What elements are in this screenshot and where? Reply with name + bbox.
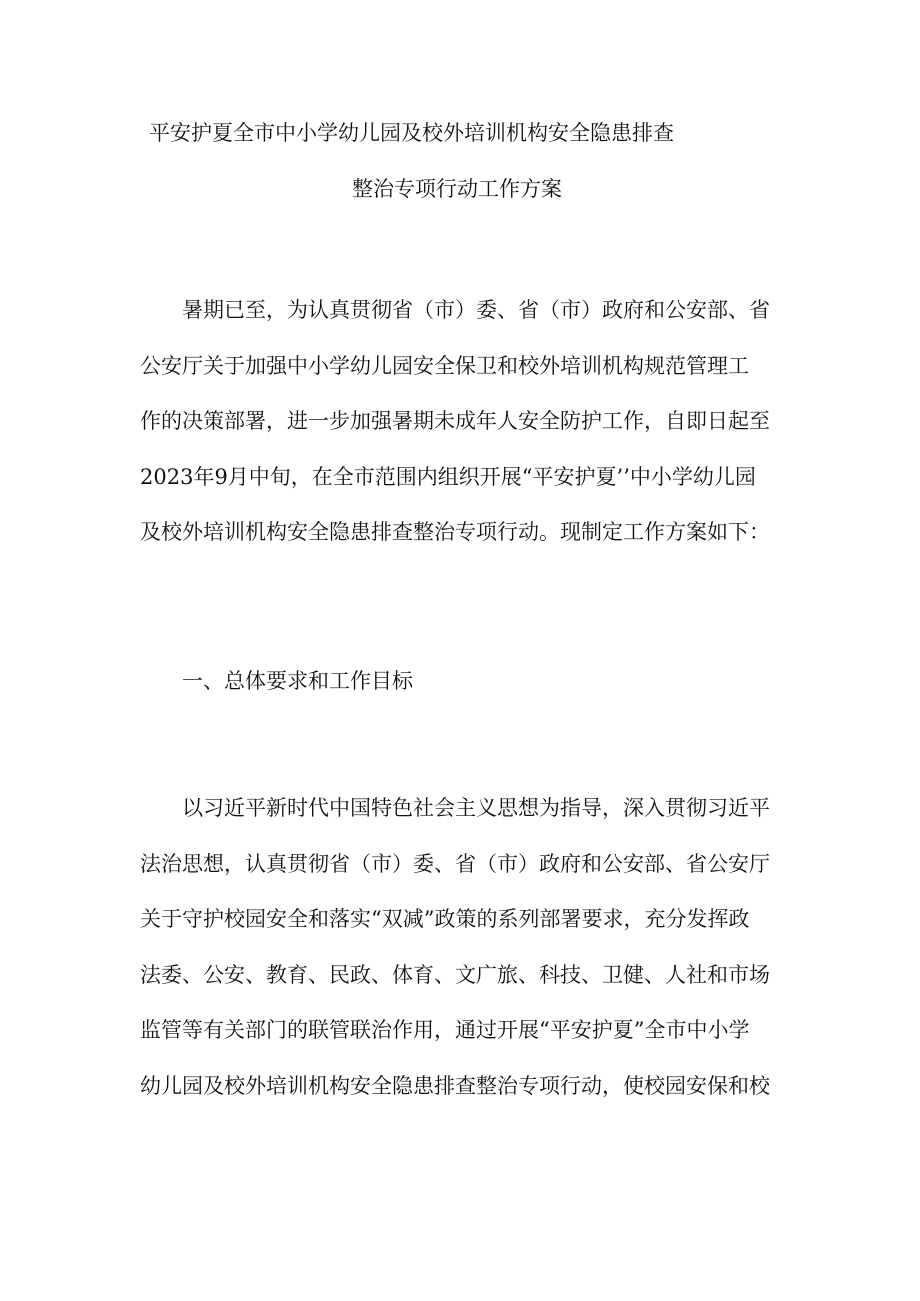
section1-line: 监管等有关部门的联管联治作用，通过开展“平安护夏”全市中小学 — [140, 1018, 750, 1042]
section1-line: 幼儿园及校外培训机构安全隐患排查整治专项行动，使校园安保和校 — [140, 1073, 770, 1098]
intro-line: 作的决策部署，进一步加强暑期未成年人安全防护工作，自即日起至 — [140, 409, 770, 433]
intro-paragraph — [140, 283, 800, 561]
document-title-line-1: 平安护夏全市中小学幼儿园及校外培训机构安全隐患排查 — [149, 121, 674, 145]
section-heading-1: 一、总体要求和工作目标 — [182, 669, 413, 693]
section1-line: 以习近平新时代中国特色社会主义思想为指导，深入贯彻习近平 — [182, 796, 770, 820]
intro-line: 及校外培训机构安全隐患排查整治专项行动。现制定工作方案如下： — [140, 520, 770, 544]
intro-line: 公安厅关于加强中小学幼儿园安全保卫和校外培训机构规范管理工 — [140, 353, 749, 378]
document-title-line-2: 整治专项行动工作方案 — [352, 177, 562, 201]
intro-line: 暑期已至，为认真贯彻省（市）委、省（市）政府和公安部、省 — [182, 298, 770, 322]
intro-line: 2023年9月中旬，在全市范围内组织开展“平安护夏’’中小学幼儿园 — [140, 464, 756, 489]
section1-paragraph — [140, 781, 800, 1114]
section1-line: 法治思想，认真贯彻省（市）委、省（市）政府和公安部、省公安厅 — [140, 851, 770, 876]
section1-line: 法委、公安、教育、民政、体育、文广旅、科技、卫健、人社和市场 — [140, 962, 770, 987]
section1-line: 关于守护校园安全和落实“双减”政策的系列部署要求，充分发挥政 — [140, 907, 750, 931]
